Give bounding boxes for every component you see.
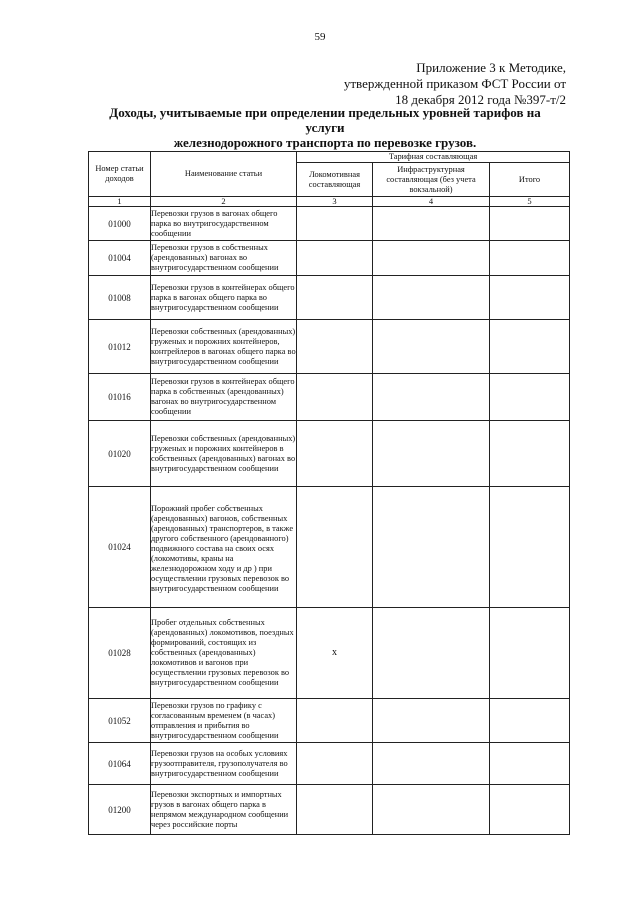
- row-loco: [297, 207, 373, 241]
- row-name: Порожний пробег собственных (арендованных) вагонов, собственных (арендованных) транспортеров, в также другого собственного (арендованного) подвижного состава на своих осях (локомотивы, краны на железнодорожном ходу и др ) при осуществлении грузовых перевозок во внутригосударственном сообщении: [151, 487, 297, 608]
- table-row: [89, 608, 570, 699]
- row-total: [490, 276, 570, 320]
- table-row: [89, 320, 570, 374]
- row-code: 01024: [89, 487, 151, 608]
- row-total: [490, 207, 570, 241]
- row-loco-mark: x: [297, 608, 373, 699]
- row-loco: [297, 421, 373, 487]
- table-row: [89, 276, 570, 320]
- row-loco: [297, 699, 373, 743]
- table-row: [89, 743, 570, 785]
- row-code: 01020: [89, 421, 151, 487]
- row-code: 01000: [89, 207, 151, 241]
- row-code: 01064: [89, 743, 151, 785]
- row-code: 01004: [89, 241, 151, 276]
- row-loco: [297, 276, 373, 320]
- row-infra: [373, 699, 490, 743]
- row-code: 01012: [89, 320, 151, 374]
- header-code: Номер статьи доходов: [89, 152, 151, 197]
- row-code: 01016: [89, 374, 151, 421]
- row-total: [490, 699, 570, 743]
- row-infra: [373, 487, 490, 608]
- row-total: [490, 374, 570, 421]
- row-code: 01028: [89, 608, 151, 699]
- row-loco: [297, 374, 373, 421]
- header-name: Наименование статьи: [151, 152, 297, 197]
- page-number: 59: [314, 31, 326, 43]
- row-total: [490, 785, 570, 835]
- row-total: [490, 320, 570, 374]
- header-infra: Инфраструктурная составляющая (без учета вокзальной): [373, 163, 490, 197]
- document-title: [90, 105, 560, 150]
- table-row: [89, 699, 570, 743]
- row-loco: [297, 320, 373, 374]
- table-row: [89, 374, 570, 421]
- col-number: 1: [89, 197, 151, 207]
- header-total: Итого: [490, 163, 570, 197]
- revenue-table: [88, 151, 570, 835]
- row-infra: [373, 276, 490, 320]
- col-number: 2: [151, 197, 297, 207]
- row-loco: [297, 241, 373, 276]
- row-infra: [373, 320, 490, 374]
- row-loco: [297, 487, 373, 608]
- col-number: 5: [490, 197, 570, 207]
- row-infra: [373, 743, 490, 785]
- header-loco: Локомотивная составляющая: [297, 163, 373, 197]
- row-infra: [373, 608, 490, 699]
- row-total: [490, 487, 570, 608]
- col-number: 4: [373, 197, 490, 207]
- row-name: Перевозки собственных (арендованных) груженых и порожних контейнеров в собственных (арендованных) вагонах во внутригосударственном сообщении: [151, 421, 297, 487]
- table-row: [89, 421, 570, 487]
- header-tariff: Тарифная составляющая: [297, 152, 570, 163]
- row-name: Перевозки грузов по графику с согласованным временем (в часах) отправления и прибытия во внутригосударственном сообщении: [151, 699, 297, 743]
- row-infra: [373, 785, 490, 835]
- row-infra: [373, 207, 490, 241]
- row-name: Перевозки грузов в собственных (арендованных) вагонах во внутригосударственном сообщении: [151, 241, 297, 276]
- row-name: Перевозки грузов в контейнерах общего парка в собственных (арендованных) вагонах во внутригосударственном сообщении: [151, 374, 297, 421]
- row-name: Перевозки грузов в вагонах общего парка во внутригосударственном сообщении: [151, 207, 297, 241]
- row-name: Перевозки экспортных и импортных грузов в вагонах общего парка в непрямом международном сообщении через российские порты: [151, 785, 297, 835]
- row-loco: [297, 785, 373, 835]
- row-total: [490, 743, 570, 785]
- table-row: [89, 207, 570, 241]
- document-title-line-1: Доходы, учитываемые при определении предельных уровней тарифов на услуги: [109, 105, 541, 135]
- row-total: [490, 241, 570, 276]
- appendix-line-1: Приложение 3 к Методике,: [416, 60, 566, 75]
- col-number: 3: [297, 197, 373, 207]
- row-name: Перевозки грузов в контейнерах общего парка в вагонах общего парка во внутригосударственном сообщении: [151, 276, 297, 320]
- row-total: [490, 608, 570, 699]
- row-infra: [373, 421, 490, 487]
- row-loco: [297, 743, 373, 785]
- appendix-line-3: 18 декабря 2012 года №397-т/2: [395, 92, 566, 107]
- row-infra: [373, 241, 490, 276]
- appendix-line-2: утвержденной приказом ФСТ России от: [343, 76, 566, 91]
- table-row: [89, 241, 570, 276]
- row-code: 01008: [89, 276, 151, 320]
- row-code: 01200: [89, 785, 151, 835]
- row-name: Пробег отдельных собственных (арендованных) локомотивов, поездных формирований, состоящих из собственных (арендованных) локомотивов и вагонов при осуществлении грузовых перевозок во внутригосударственном сообщении: [151, 608, 297, 699]
- row-code: 01052: [89, 699, 151, 743]
- appendix-note: [326, 60, 566, 108]
- table-row: [89, 487, 570, 608]
- row-total: [490, 421, 570, 487]
- row-name: Перевозки грузов на особых условиях грузоотправителя, грузополучателя во внутригосударственном сообщении: [151, 743, 297, 785]
- document-title-line-2: железнодорожного транспорта по перевозке грузов.: [173, 135, 477, 150]
- row-infra: [373, 374, 490, 421]
- table-row: [89, 785, 570, 835]
- row-name: Перевозки собственных (арендованных) груженых и порожних контейнеров, контрейлеров в вагонах общего парка во внутригосударственном сообщении: [151, 320, 297, 374]
